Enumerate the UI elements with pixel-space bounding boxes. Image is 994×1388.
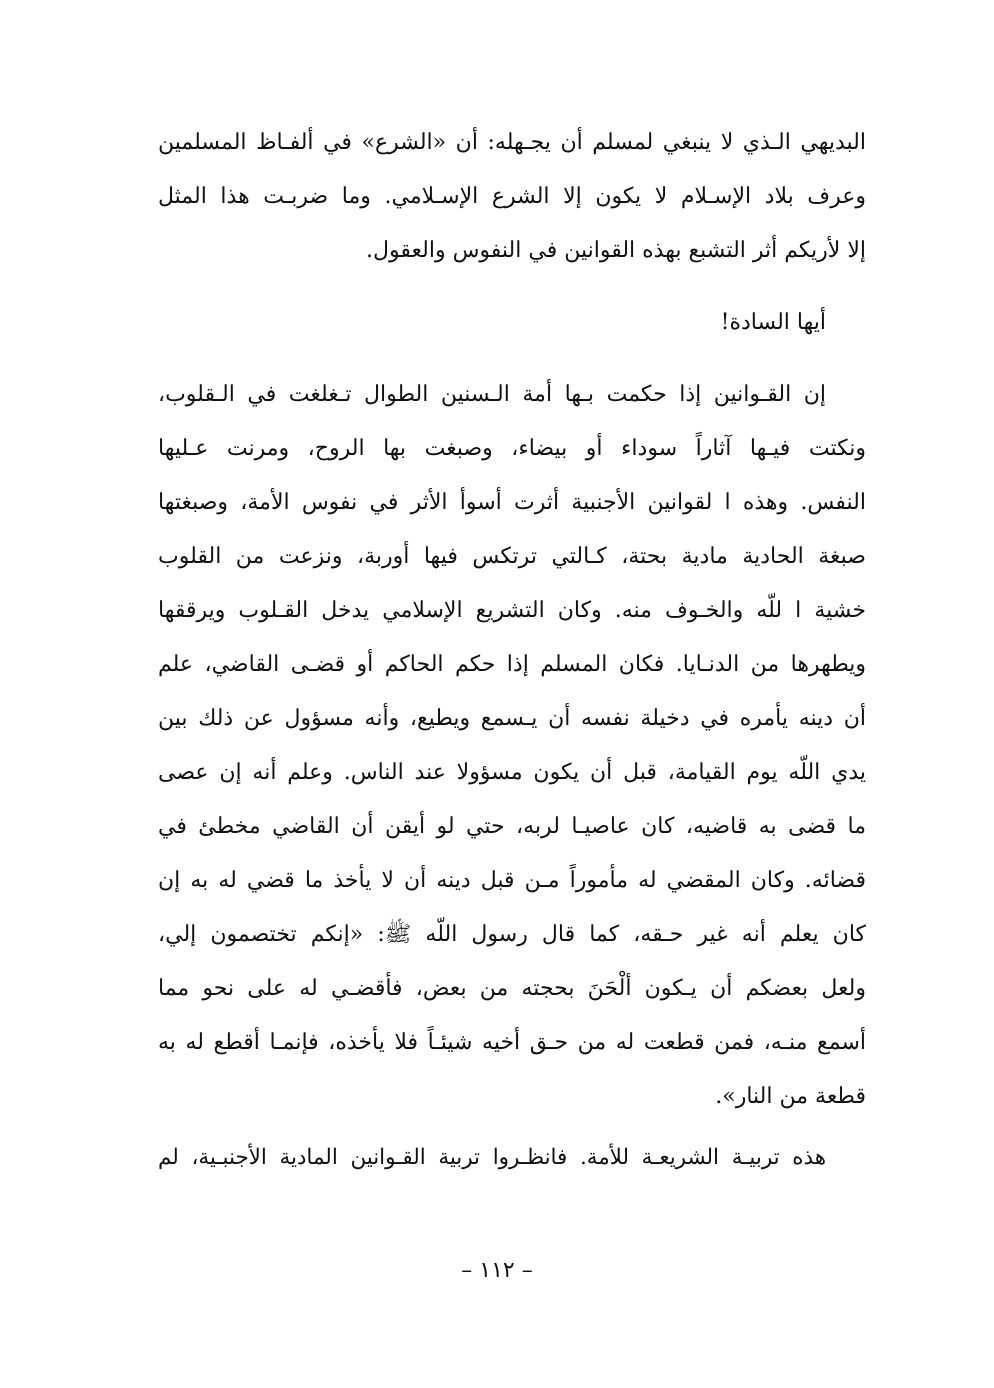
text-line: أسمع منـه، فمن قطعت له من حـق أخيه شيئـاً فلا يأخذه، فإنمـا أقطع له به [158,1030,866,1055]
text-line: يدي اللّه يوم القيامة، قبل أن يكون مسؤولا عند الناس. وعلم أنه إن عصى [158,760,866,785]
text-line: ما قضى به قاضيه، كان عاصيـا لربه، حتي لو أيقن أن القاضي مخطئ في [158,814,866,839]
text-line: ولعل بعضكم أن يـكون ألْحَنَ بحجته من بعض، فأقضـي له على نحو مما [158,976,866,1001]
text-line: ويطهرها من الدنـايا. فكان المسلم إذا حكم الحاكم أو قضـى القاضي، علم [158,652,866,677]
section-heading [158,296,866,350]
text-line: قضائه. وكان المقضي له مأموراً مـن قبل دينه أن لا يأخذ ما قضي له به إن [158,868,866,893]
text-line: صبغة الحادية مادية بحتة، كـالتي ترتكس فيها أوربة، ونزعت من القلوب [158,544,866,569]
text-line: إن القـوانين إذا حكمت بـها أمة الـسنين الطوال تـغلغت في الـقلوب، [158,382,826,407]
paragraph-closing [158,1131,866,1185]
text-line: وعرف بلاد الإسـلام لا يكون إلا الشرع الإسـلامي. وما ضربـت هذا المثل [158,184,866,209]
page-number: – ١١٢ – [461,1258,533,1283]
paragraph-main [158,368,866,1124]
text-line: كان يعلم أنه غير حـقه، كما قال رسول اللّه ﷺ: «إنكم تختصمون إلي، [158,922,866,947]
text-line: البديهي الـذي لا ينبغي لمسلم أن يجـهله: أن «الشرع» في ألفـاظ المسلمين [158,130,866,155]
text-line: إلا لأريكم أثر التشبع بهذه القوانين في النفوس والعقول. [366,238,866,263]
text-line: النفس. وهذه ا لقوانين الأجنبية أثرت أسوأ الأثر في نفوس الأمة، وصبغتها [158,490,866,515]
heading-text: أيها السادة! [720,310,826,335]
text-line: خشية ا للّه والخـوف منه. وكان التشريع الإسلامي يدخل القـلوب ويرققها [158,598,866,623]
text-line: أن دينه يأمره في دخيلة نفسه أن يـسمع ويطيع، وأنه مسؤول عن ذلك بين [158,706,866,731]
text-line: قطعة من النار». [715,1084,866,1109]
text-line: هذه تربيـة الشريعـة للأمة. فانظـروا تربية القـوانين المادية الأجنبـية، لم [158,1145,826,1170]
paragraph-intro [158,116,866,278]
text-line: ونكتت فيـها آثاراً سوداء أو بيضاء، وصبغت بها الروح، ومرنت عـليها [158,436,866,461]
